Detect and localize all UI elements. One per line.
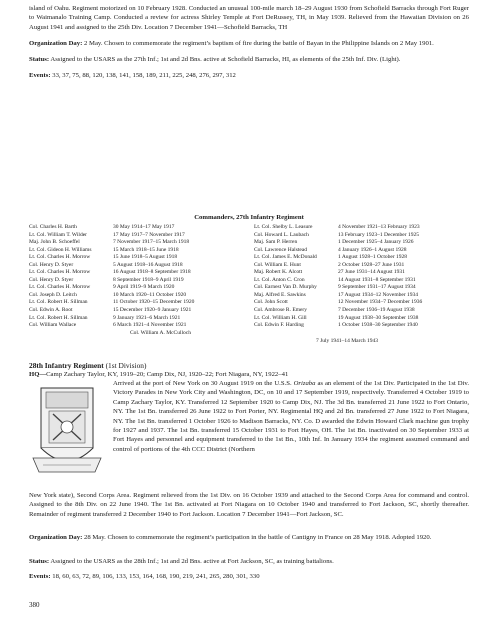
commander-row <box>29 307 469 315</box>
events-label: Events: <box>29 72 51 80</box>
commander-dates: 27 June 1931–14 August 1931 <box>338 269 405 276</box>
commander-name: Maj. Sam P. Herren <box>254 239 298 246</box>
org-day-label: Organization Day: <box>29 534 83 541</box>
events-label: Events: <box>29 573 51 580</box>
org-day-label: Organization Day: <box>29 39 83 47</box>
commander-name: Lt. Col. Robert H. Sillman <box>29 299 88 306</box>
commander-row <box>29 322 469 330</box>
commander-name: Lt. Col. Robert H. Sillman <box>29 314 88 321</box>
commander-dates: 7 December 1936–19 August 1938 <box>338 307 415 314</box>
status-label: Status: <box>29 558 50 565</box>
commander-name: Col. Ambrose R. Emery <box>254 307 308 314</box>
commander-dates: 4 January 1926–1 August 1928 <box>338 246 407 253</box>
commander-dates: 10 March 1920–11 October 1920 <box>113 291 187 298</box>
commander-name: Col. Charles H. Barth <box>29 224 77 230</box>
commander-dates: 17 August 1934–12 November 1934 <box>338 291 419 298</box>
history-28th-continued: New York state), Second Corps Area. Regiment relieved from the 1st Div. on 16 October 1939 and attached to the Second Corps Area for command and control. Assigned to the 8th Div. on 22 June 1940. The 1st Bn. activated at Fort Niagara on 10 October 1940 and transferred to Fort Jackson, SC, shortly thereafter. Remainder of regiment transferred 2 December 1940 to Fort Jackson. Location 7 December 1941—Fort Jackson, SC. <box>29 492 469 518</box>
commander-name: Lt. Col. William H. Gill <box>254 314 307 321</box>
commander-dates: 1 December 1925–4 January 1926 <box>338 239 414 246</box>
commander-name: Col. Earnest Van D. Murphy <box>254 284 317 291</box>
history-28th-wrapped: Arrived at the port of New York on 30 August 1919 on the U.S.S. Orizaba as an element of the 1st Div. Participated in the 1st Div. Victory Parades in New York City and Washington, DC, on 10 and 17 September 1919, respectively. Transferred 4 October 1919 to Camp Zachary Taylor, KY. Transferred 12 September 1920 to Camp Dix, NJ. The 3d Bn. transferred 21 June 1922 to Fort Ontario, NY. The 1st Bn. transferred 26 June 1922 to Fort Porter, NY. Regimental HQ and 2d Bn. transferred 27 June 1922 to Fort Niagara, NY. The 1st Bn. transferred 1 October 1926 to Madison Barracks, NY. Co. D awarded the Edwin Howard Clark machine gun trophy for 1927 and 1937. The 1st Bn. transferred 15 October 1931 to Fort Hayes, OH. The 1st Bn. inactivated on 30 September 1933 at Fort Hayes and personnel and equipment transferred to the 1st Bn., 10th Inf. In January 1934 the regiment assumed command and control of portions of the 4th CCC District (Northern <box>113 380 469 453</box>
page-number: 380 <box>29 601 40 609</box>
commander-name: Maj. John B. Schoeffel <box>29 239 80 246</box>
commander-name: Col. Joseph D. Leitch <box>29 291 77 298</box>
commander-dates: 4 November 1921–13 February 1923 <box>338 224 420 230</box>
commander-name: Lt. Col. Shelby L. Leasure <box>254 224 313 230</box>
events-27: Events: 33, 37, 75, 88, 120, 138, 141, 158, 189, 211, 225, 248, 276, 297, 312 <box>29 72 236 80</box>
org-day-28: Organization Day: 28 May. Chosen to commemorate the regiment’s participation in the battle of Cantigny in France on 28 May 1918. Adopted 1920. <box>29 534 432 541</box>
commander-dates: 17 May 1917–7 November 1917 <box>113 231 185 238</box>
commander-dates: 14 August 1931–8 September 1931 <box>338 276 416 283</box>
commander-name: Col. William Wallace <box>29 322 77 329</box>
intro-paragraph: island of Oahu. Regiment motorized on 10 February 1928. Conducted an unusual 100-mile march 18–29 August 1930 from Schofield Barracks through Fort Ruger to Waimanalo Training Camp. Conducted a review for actress Shirley Temple at Fort DeRussey, TH, in May 1939. Relieved from the Hawaiian Division on 26 August 1941 and assigned to the 25th Div. Location 7 December 1941—Schofield Barracks, TH <box>29 5 469 31</box>
hq-label: HQ— <box>29 371 47 378</box>
commander-dates: 9 April 1919–9 March 1920 <box>113 284 175 291</box>
commander-row <box>29 247 469 255</box>
commander-dates: 13 February 1923–1 December 1925 <box>338 231 419 238</box>
commander-dates: 2 October 1928–27 June 1931 <box>338 261 405 268</box>
commander-row <box>29 262 469 270</box>
commander-dates: 30 May 1914–17 May 1917 <box>113 224 175 230</box>
commander-dates: 7 November 1917–15 March 1918 <box>113 239 190 246</box>
commander-row <box>29 239 469 247</box>
commander-dates: 15 March 1918–15 June 1918 <box>113 246 179 253</box>
commander-name: Lt. Col. Gideon H. Williams <box>29 246 92 253</box>
status-label: Status: <box>29 56 50 64</box>
commander-row <box>29 269 469 277</box>
commander-name: Lt. Col. James E. McDonald <box>254 254 317 261</box>
commander-row <box>29 292 469 300</box>
commander-dates: 9 January 1921–6 March 1921 <box>113 314 181 321</box>
section-division: (1st Division) <box>103 361 147 370</box>
commanders-table <box>29 224 469 330</box>
commander-dates: 19 August 1938–30 September 1938 <box>338 314 419 321</box>
commander-name: Col. Edwin F. Harding <box>254 322 304 329</box>
commander-last-right: 7 July 1941–14 March 1943 <box>316 338 379 344</box>
commander-name: Col. Edwin A. Root <box>29 307 73 314</box>
commander-name: Lt. Col. William T. Wilder <box>29 231 87 238</box>
commander-row <box>29 315 469 323</box>
section-title: 28th Infantry Regiment <box>29 361 104 370</box>
commander-last-left: Col. William A. McCulloch <box>130 330 191 336</box>
commander-row <box>29 277 469 285</box>
commanders-table-title: Commanders, 27th Infantry Regiment <box>194 214 304 221</box>
commander-dates: 12 November 1934–7 December 1936 <box>338 299 423 306</box>
commander-name: Lt. Col. Charles H. Morrow <box>29 284 91 291</box>
commander-row <box>29 232 469 240</box>
commander-dates: 11 October 1920–15 December 1920 <box>113 299 195 306</box>
status-28: Status: Assigned to the USARS as the 28th Inf.; 1st and 2d Bns. active at Fort Jackson, SC, as training battalions. <box>29 558 334 565</box>
commander-row <box>29 224 469 232</box>
commander-name: Lt. Col. Charles H. Morrow <box>29 269 91 276</box>
commander-name: Lt. Col. Anton C. Cron <box>254 276 305 283</box>
commander-name: Col. Howard L. Laubach <box>254 231 309 238</box>
commander-row <box>29 299 469 307</box>
commander-row <box>29 254 469 262</box>
commander-name: Lt. Col. Charles H. Morrow <box>29 254 91 261</box>
commander-name: Maj. Alfred E. Sawkins <box>254 291 306 298</box>
org-day-27: Organization Day: 2 May. Chosen to commemorate the regiment’s baptism of fire during the battle of Bayan in the Philippine Islands on 2 May 1901. <box>29 39 434 47</box>
commander-dates: 16 August 1918–8 September 1918 <box>113 269 191 276</box>
hq-28th: HQ—Camp Zachary Taylor, KY, 1919–20; Camp Dix, NJ, 1920–22; Fort Niagara, NY, 1922–41 <box>29 371 289 378</box>
commander-name: Maj. Robert K. Alcott <box>254 269 303 276</box>
commander-dates: 8 September 1918–9 April 1919 <box>113 276 184 283</box>
regimental-insignia-icon <box>29 376 105 478</box>
commander-dates: 1 October 1938–30 September 1940 <box>338 322 418 329</box>
commander-dates: 5 August 1918–16 August 1918 <box>113 261 183 268</box>
commander-name: Col. Henry D. Styer <box>29 276 74 283</box>
status-27: Status: Assigned to the USARS as the 27th Inf.; 1st and 2d Bns. active at Schofield Barracks, HI, as elements of the 25th Inf. Div. (Light). <box>29 56 401 64</box>
commander-name: Col. Lawrence Halstead <box>254 246 307 253</box>
commander-name: Col. Henry D. Styer <box>29 261 74 268</box>
commander-dates: 1 August 1928–1 October 1928 <box>338 254 408 261</box>
commander-name: Col. John Scott <box>254 299 288 306</box>
commander-row <box>29 284 469 292</box>
section-heading-28th <box>29 361 146 370</box>
commander-dates: 9 September 1931–17 August 1934 <box>338 284 416 291</box>
commander-dates: 15 June 1918–5 August 1918 <box>113 254 178 261</box>
commander-dates: 6 March 1921–4 November 1921 <box>113 322 187 329</box>
commander-name: Col. William E. Hunt <box>254 261 301 268</box>
commander-dates: 15 December 1920–9 January 1921 <box>113 307 192 314</box>
events-28: Events: 18, 60, 63, 72, 89, 106, 133, 153, 164, 168, 190, 219, 241, 265, 280, 301, 330 <box>29 573 260 580</box>
